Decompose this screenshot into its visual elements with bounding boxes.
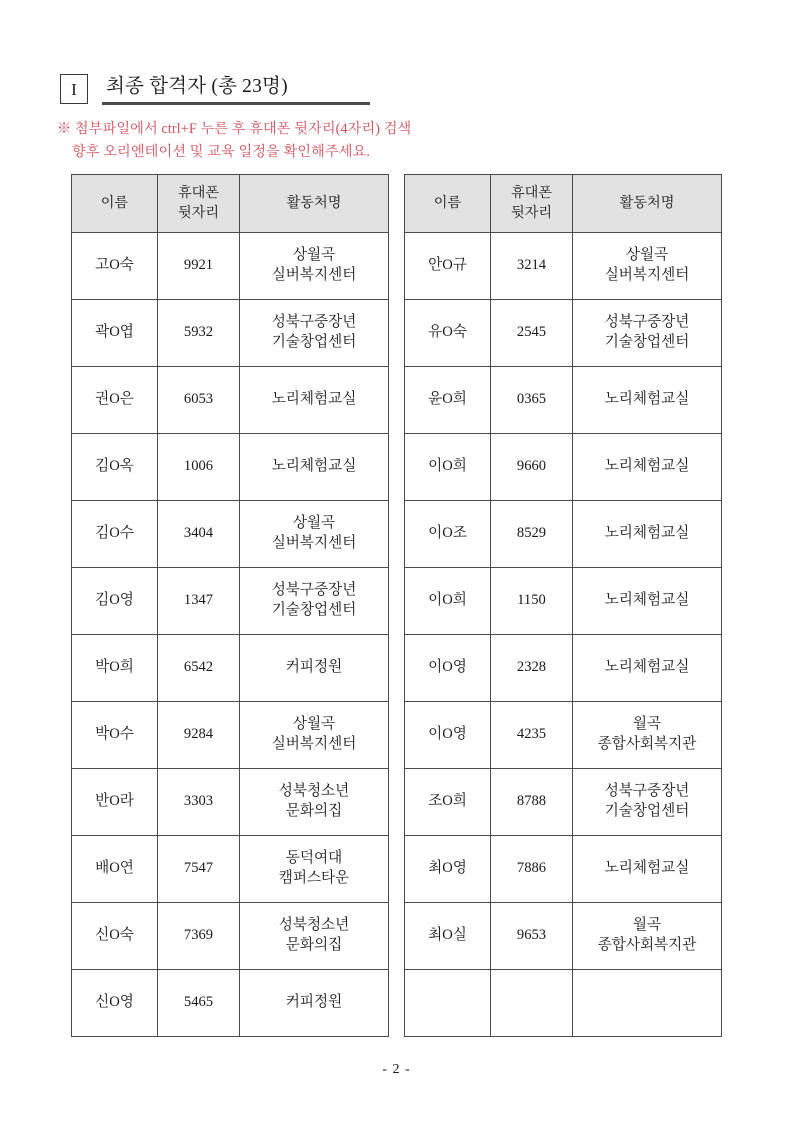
column-header-activity-place: 활동처명 (240, 175, 389, 233)
table-row (405, 568, 722, 635)
cell-activity-place-line1: 상월곡 (292, 247, 336, 264)
cell-activity-place (240, 434, 389, 501)
cell-activity-place-line1: 노리체험교실 (604, 458, 690, 475)
column-header-phone-digits (158, 175, 240, 233)
cell-name: 이O조 (405, 501, 491, 568)
cell-name: 이O영 (405, 702, 491, 769)
cell-name: 신O숙 (72, 903, 158, 970)
cell-phone-digits: 1006 (158, 434, 240, 501)
cell-activity-place (573, 903, 722, 970)
table-row (72, 836, 389, 903)
cell-name: 권O은 (72, 367, 158, 434)
cell-activity-place (573, 568, 722, 635)
column-header-phone-line2: 뒷자리 (177, 204, 220, 221)
table-row (405, 635, 722, 702)
title-underline (102, 102, 370, 105)
cell-name: 최O실 (405, 903, 491, 970)
cell-name: 박O수 (72, 702, 158, 769)
cell-phone-digits: 9921 (158, 233, 240, 300)
cell-activity-place-line2: 기술창업센터 (271, 602, 357, 618)
roster-tables (71, 174, 722, 1037)
table-header-row (72, 175, 389, 233)
cell-phone-digits: 5932 (158, 300, 240, 367)
cell-activity-place (240, 501, 389, 568)
cell-name: 최O영 (405, 836, 491, 903)
cell-name: 이O영 (405, 635, 491, 702)
table-row (72, 903, 389, 970)
cell-phone-digits: 0365 (491, 367, 573, 434)
cell-activity-place-line2: 캠퍼스타운 (278, 870, 350, 886)
cell-activity-place (573, 769, 722, 836)
cell-activity-place-line1: 성북청소년 (278, 917, 350, 934)
cell-phone-digits: 1347 (158, 568, 240, 635)
cell-phone-digits: 3303 (158, 769, 240, 836)
notice-line-1: ※ 첨부파일에서 ctrl+F 누른 후 휴대폰 뒷자리(4자리) 검색 (57, 121, 412, 137)
cell-activity-place (573, 300, 722, 367)
page-footer: - 2 - (382, 1062, 411, 1077)
cell-phone-digits: 9284 (158, 702, 240, 769)
column-header-phone-line2: 뒷자리 (510, 204, 553, 221)
column-header-phone-digits (491, 175, 573, 233)
table-row (405, 501, 722, 568)
cell-activity-place-line2: 문화의집 (285, 937, 343, 953)
cell-activity-place-line2: 기술창업센터 (271, 334, 357, 350)
cell-phone-digits: 4235 (491, 702, 573, 769)
notice-line-2: 향후 오리엔테이션 및 교육 일정을 확인해주세요. (72, 144, 370, 160)
cell-activity-place (573, 970, 722, 1037)
cell-activity-place-line1: 상월곡 (292, 515, 336, 532)
cell-activity-place (573, 434, 722, 501)
section-heading (60, 74, 370, 105)
cell-phone-digits: 7547 (158, 836, 240, 903)
cell-activity-place-line1: 노리체험교실 (271, 391, 357, 408)
cell-activity-place-line2: 실버복지센터 (271, 736, 357, 752)
cell-phone-digits: 1150 (491, 568, 573, 635)
cell-activity-place-line1: 노리체험교실 (271, 458, 357, 475)
cell-activity-place-line1: 성북구중장년 (271, 582, 357, 599)
cell-activity-place (240, 635, 389, 702)
cell-activity-place-line1: 성북구중장년 (271, 314, 357, 331)
column-header-phone-line1: 휴대폰 (510, 185, 553, 202)
table-row (72, 702, 389, 769)
cell-name: 조O희 (405, 769, 491, 836)
table-row (72, 434, 389, 501)
roster-table-right-body (405, 233, 722, 1037)
cell-activity-place-line1: 월곡 (632, 917, 662, 934)
cell-name: 윤O희 (405, 367, 491, 434)
table-row (72, 300, 389, 367)
cell-activity-place (240, 970, 389, 1037)
column-header-name: 이름 (405, 175, 491, 233)
table-row (72, 769, 389, 836)
cell-name: 신O영 (72, 970, 158, 1037)
column-header-name: 이름 (72, 175, 158, 233)
search-instruction-notice (57, 118, 411, 164)
cell-activity-place (240, 233, 389, 300)
cell-name (405, 970, 491, 1037)
section-numeral-box: I (60, 74, 88, 104)
cell-activity-place-line1: 성북구중장년 (604, 783, 690, 800)
table-row (405, 300, 722, 367)
cell-phone-digits: 2545 (491, 300, 573, 367)
roster-table-left (71, 174, 389, 1037)
cell-activity-place (240, 836, 389, 903)
table-row (405, 769, 722, 836)
cell-name: 박O희 (72, 635, 158, 702)
cell-activity-place (573, 836, 722, 903)
cell-activity-place-line1: 월곡 (632, 716, 662, 733)
cell-activity-place-line2: 문화의집 (285, 803, 343, 819)
column-header-phone-line1: 휴대폰 (177, 185, 220, 202)
cell-activity-place (240, 300, 389, 367)
cell-name: 이O희 (405, 434, 491, 501)
cell-activity-place-line2: 기술창업센터 (604, 803, 690, 819)
cell-phone-digits: 5465 (158, 970, 240, 1037)
table-row (72, 635, 389, 702)
table-row (72, 501, 389, 568)
table-row (72, 970, 389, 1037)
cell-activity-place-line2: 기술창업센터 (604, 334, 690, 350)
cell-activity-place (240, 702, 389, 769)
cell-activity-place-line1: 상월곡 (625, 247, 669, 264)
cell-phone-digits: 6542 (158, 635, 240, 702)
table-row (72, 367, 389, 434)
cell-activity-place (573, 367, 722, 434)
cell-name: 김O수 (72, 501, 158, 568)
cell-name: 안O규 (405, 233, 491, 300)
table-row (405, 434, 722, 501)
cell-activity-place (240, 903, 389, 970)
cell-activity-place (240, 769, 389, 836)
section-title-wrap (102, 74, 370, 105)
cell-name: 고O숙 (72, 233, 158, 300)
cell-name: 김O영 (72, 568, 158, 635)
cell-name: 배O연 (72, 836, 158, 903)
cell-activity-place-line1: 노리체험교실 (604, 860, 690, 877)
cell-name: 이O희 (405, 568, 491, 635)
cell-activity-place-line1: 노리체험교실 (604, 391, 690, 408)
table-row (405, 233, 722, 300)
cell-activity-place-line1: 노리체험교실 (604, 592, 690, 609)
cell-activity-place-line1: 동덕여대 (285, 850, 343, 867)
cell-activity-place-line2: 종합사회복지관 (597, 736, 697, 752)
cell-phone-digits: 9660 (491, 434, 573, 501)
page-title: 최종 합격자 (총 23명) (106, 76, 288, 97)
table-row-empty (405, 970, 722, 1037)
table-row (405, 367, 722, 434)
cell-name: 곽O엽 (72, 300, 158, 367)
cell-activity-place-line1: 노리체험교실 (604, 659, 690, 676)
cell-phone-digits: 3404 (158, 501, 240, 568)
cell-activity-place-line1: 노리체험교실 (604, 525, 690, 542)
cell-phone-digits: 7886 (491, 836, 573, 903)
cell-phone-digits: 7369 (158, 903, 240, 970)
cell-activity-place-line1: 상월곡 (292, 716, 336, 733)
cell-name: 유O숙 (405, 300, 491, 367)
cell-activity-place-line1: 커피정원 (285, 659, 343, 676)
cell-phone-digits: 2328 (491, 635, 573, 702)
cell-activity-place (573, 501, 722, 568)
cell-phone-digits (491, 970, 573, 1037)
table-row (405, 836, 722, 903)
cell-phone-digits: 8788 (491, 769, 573, 836)
cell-activity-place-line2: 실버복지센터 (604, 267, 690, 283)
roster-table-right (404, 174, 722, 1037)
cell-phone-digits: 3214 (491, 233, 573, 300)
cell-activity-place (240, 367, 389, 434)
table-row (72, 233, 389, 300)
cell-phone-digits: 8529 (491, 501, 573, 568)
table-row (72, 568, 389, 635)
table-header-row (405, 175, 722, 233)
cell-activity-place (573, 702, 722, 769)
cell-activity-place (240, 568, 389, 635)
cell-activity-place (573, 233, 722, 300)
cell-phone-digits: 6053 (158, 367, 240, 434)
cell-activity-place-line1: 커피정원 (285, 994, 343, 1011)
cell-activity-place-line2: 실버복지센터 (271, 535, 357, 551)
table-row (405, 702, 722, 769)
roster-table-left-body (72, 233, 389, 1037)
column-header-activity-place: 활동처명 (573, 175, 722, 233)
cell-activity-place (573, 635, 722, 702)
cell-activity-place-line2: 종합사회복지관 (597, 937, 697, 953)
cell-activity-place-line1: 성북청소년 (278, 783, 350, 800)
cell-name: 김O옥 (72, 434, 158, 501)
table-row (405, 903, 722, 970)
cell-name: 반O라 (72, 769, 158, 836)
cell-activity-place-line2: 실버복지센터 (271, 267, 357, 283)
cell-activity-place-line1: 성북구중장년 (604, 314, 690, 331)
cell-phone-digits: 9653 (491, 903, 573, 970)
